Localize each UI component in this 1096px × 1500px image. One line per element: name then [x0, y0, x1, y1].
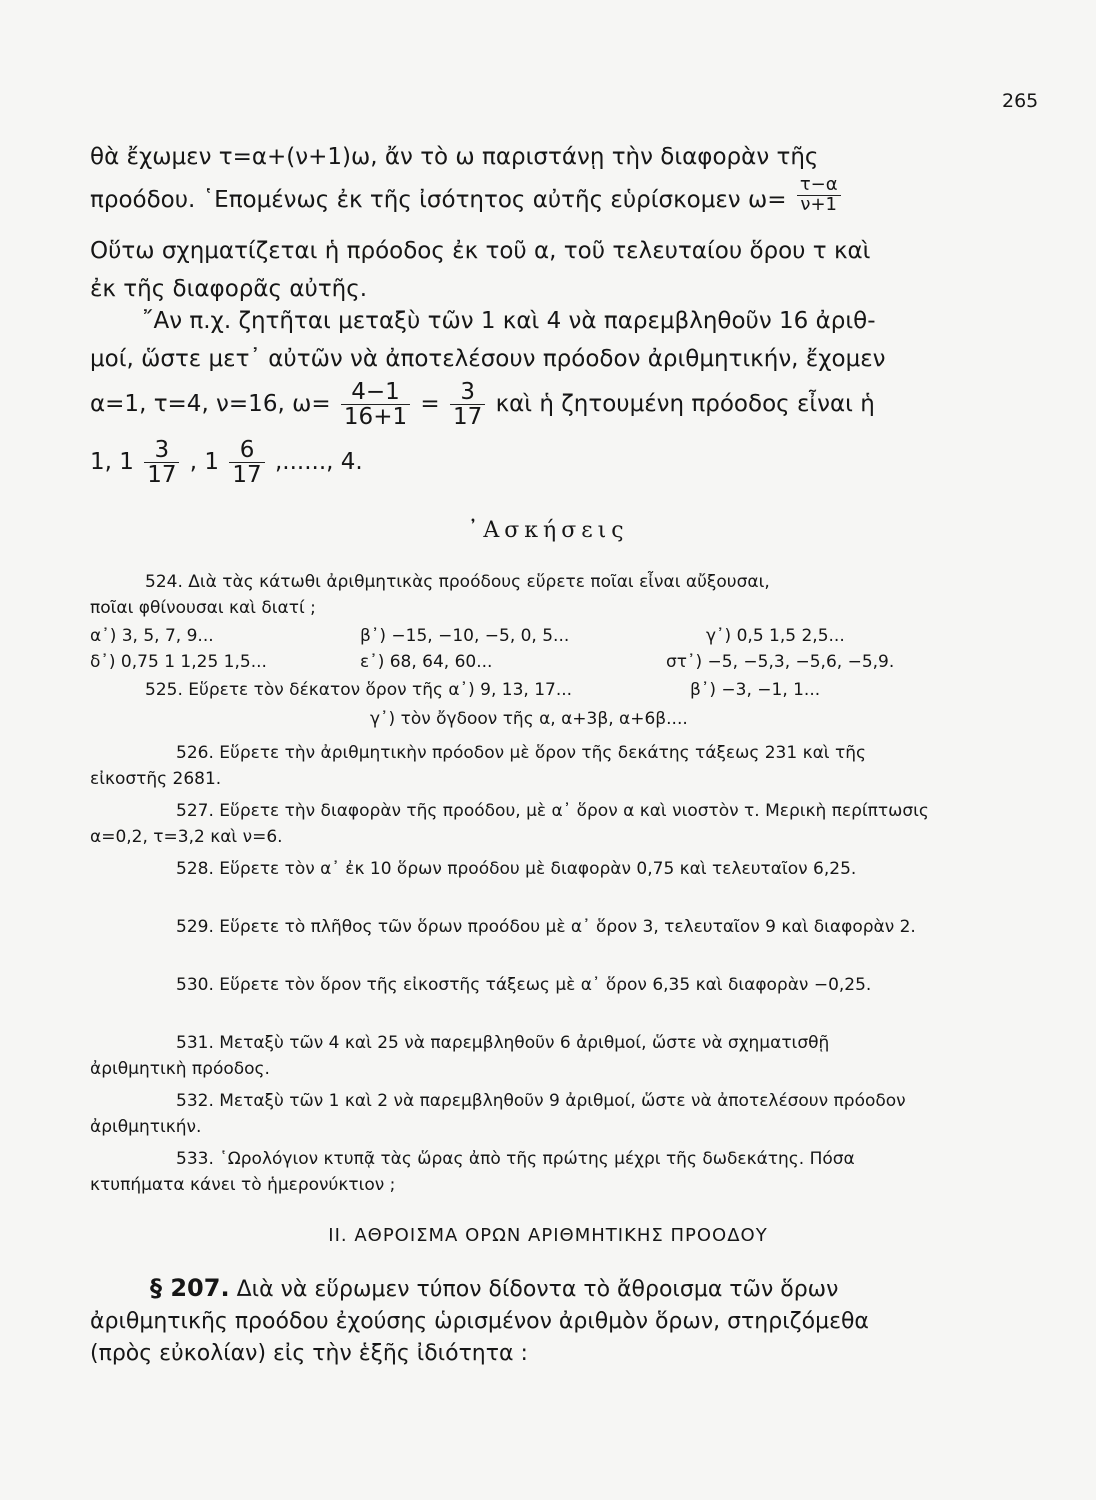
intro-line-4: ἐκ τῆς διαφορᾶς αὐτῆς.: [90, 276, 368, 302]
exercise-528: [90, 857, 930, 883]
intro-line-8: [90, 438, 363, 487]
sequence-middle: , 1: [189, 449, 220, 476]
equals-sign: =: [420, 391, 440, 418]
fraction-denominator: 17: [232, 462, 262, 489]
exercise-526-text: 526. Εὕρετε τὴν ἀριθμητικὴν πρόοδον μὲ ὅρον τῆς δεκάτης τάξεως 231 καὶ τῆς εἰκοστῆς 2681.: [90, 743, 866, 789]
section-207-text: Διὰ νὰ εὕρωμεν τύπον δίδοντα τὸ ἄθροισμα τῶν ὅρων ἀριθμητικῆς προόδου ἐχούσης ὡρισμένον ἀριθμὸν ὅρων, στηριζόμεθα (πρὸς εὐκολίαν) εἰς τὴν ἑξῆς ἰδιότητα :: [90, 1277, 869, 1366]
exercise-528-text: 528. Εὕρετε τὸν α᾽ ἐκ 10 ὅρων προόδου μὲ διαφορὰν 0,75 καὶ τελευταῖον 6,25.: [176, 859, 857, 879]
exercise-525-line-2: γ᾽) τὸν ὄγδοον τῆς α, α+3β, α+6β....: [370, 709, 688, 729]
exercise-524-c: γ᾽) 0,5 1,5 2,5...: [706, 626, 845, 646]
fraction-denominator: 17: [453, 404, 483, 431]
exercise-525-line-1: 525. Εὕρετε τὸν δέκατον ὅρον τῆς α᾽) 9, 13, 17...: [145, 680, 573, 700]
fraction-numerator: 4−1: [341, 380, 410, 405]
exercise-524-line-2: ποῖαι φθίνουσαι καὶ διατί ;: [90, 598, 316, 618]
exercise-527-text: 527. Εὕρετε τὴν διαφορὰν τῆς προόδου, μὲ α᾽ ὅρον α καὶ νιοστὸν τ. Μερικὴ περίπτωσις α=0,2, τ=3,2 καὶ ν=6.: [90, 801, 929, 847]
exercise-524-d: δ᾽) 0,75 1 1,25 1,5...: [90, 652, 267, 672]
exercise-531: [90, 1031, 930, 1082]
example-fraction-1: [341, 380, 410, 429]
exercise-532-text: 532. Μεταξὺ τῶν 1 καὶ 2 νὰ παρεμβληθοῦν 9 ἀριθμοί, ὥστε νὰ ἀποτελέσουν πρόοδον ἀριθμητικήν.: [90, 1091, 906, 1137]
exercise-532: [90, 1089, 930, 1140]
exercise-526: [90, 741, 930, 792]
exercise-531-text: 531. Μεταξὺ τῶν 4 καὶ 25 νὰ παρεμβληθοῦν 6 ἀριθμοί, ὥστε νὰ σχηματισθῇ ἀριθμητικὴ πρόοδος.: [90, 1033, 830, 1079]
page-number: 265: [1002, 90, 1039, 112]
sequence-end: ,......, 4.: [274, 449, 363, 476]
intro-line-7: [90, 380, 875, 429]
fraction-numerator: τ−α: [797, 176, 841, 196]
exercise-524-e: ε᾽) 68, 64, 60...: [360, 652, 493, 672]
exercise-529: [90, 915, 930, 941]
section-207-symbol: § 207.: [150, 1274, 230, 1302]
exercise-533-text: 533. ῾Ωρολόγιον κτυπᾷ τὰς ὥρας ἀπὸ τῆς πρώτης μέχρι τῆς δωδεκάτης. Πόσα κτυπήματα κάνει τὸ ἡμερονύκτιον ;: [90, 1149, 855, 1195]
exercise-525-line-1b: β᾽) −3, −1, 1...: [690, 680, 821, 700]
intro-line-6: μοί, ὥστε μετ᾽ αὐτῶν νὰ ἀποτελέσουν πρόοδον ἀριθμητικήν, ἔχομεν: [90, 346, 886, 372]
example-fraction-2: [450, 380, 485, 429]
exercise-533: [90, 1147, 930, 1198]
fraction-numerator: 3: [450, 380, 485, 405]
intro-line-5: ῎Αν π.χ. ζητῆται μεταξὺ τῶν 1 καὶ 4 νὰ παρεμβληθοῦν 16 ἀριθ-: [142, 308, 876, 334]
intro-line-3: Οὕτω σχηματίζεται ἡ πρόοδος ἐκ τοῦ α, τοῦ τελευταίου ὅρου τ καὶ: [90, 238, 871, 264]
sequence-fraction-2: [229, 438, 264, 487]
exercise-524-line-1: 524. Διὰ τὰς κάτωθι ἀριθμητικὰς προόδους εὕρετε ποῖαι εἶναι αὔξουσαι,: [145, 572, 770, 592]
difference-formula-fraction: [797, 176, 841, 215]
fraction-denominator: 16+1: [343, 404, 408, 431]
fraction-denominator: ν+1: [800, 193, 838, 215]
exercise-530-text: 530. Εὕρετε τὸν ὅρον τῆς εἰκοστῆς τάξεως μὲ α᾽ ὅρον 6,35 καὶ διαφορὰν −0,25.: [176, 975, 872, 995]
section-207-paragraph: [90, 1272, 935, 1370]
fraction-numerator: 3: [144, 438, 179, 463]
section-heading: II. ΑΘΡΟΙΣΜΑ ΟΡΩΝ ΑΡΙΘΜΗΤΙΚΗΣ ΠΡΟΟΔΟΥ: [328, 1225, 768, 1246]
sequence-fraction-1: [144, 438, 179, 487]
fraction-numerator: 6: [229, 438, 264, 463]
fraction-denominator: 17: [147, 462, 177, 489]
sequence-start: 1, 1: [90, 449, 134, 476]
exercise-524-a: α᾽) 3, 5, 7, 9...: [90, 626, 214, 646]
intro-line-1: θὰ ἔχωμεν τ=α+(ν+1)ω, ἄν τὸ ω παριστάνῃ τὴν διαφορὰν τῆς: [90, 144, 819, 170]
exercise-529-text: 529. Εὕρετε τὸ πλῆθος τῶν ὅρων προόδου μὲ α᾽ ὅρον 3, τελευταῖον 9 καὶ διαφορὰν 2.: [176, 917, 916, 937]
exercise-524-b: β᾽) −15, −10, −5, 0, 5...: [360, 626, 570, 646]
exercise-527: [90, 799, 930, 850]
exercises-heading: ᾽Ασκήσεις: [467, 518, 629, 543]
example-conclusion: καὶ ἡ ζητουμένη πρόοδος εἶναι ἡ: [495, 391, 875, 418]
exercise-530: [90, 973, 930, 999]
exercise-524-f: στ᾽) −5, −5,3, −5,6, −5,9.: [666, 652, 895, 672]
intro-line-2-text: προόδου. ῾Επομένως ἐκ τῆς ἰσότητος αὐτῆς εὑρίσκομεν ω=: [90, 186, 787, 213]
example-values: α=1, τ=4, ν=16, ω=: [90, 391, 331, 418]
